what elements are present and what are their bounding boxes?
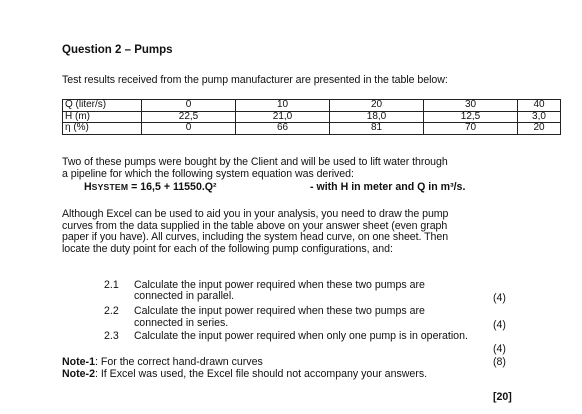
note-label: Note-1 [62, 356, 95, 368]
paragraph-line: paper if you have). All curves, including the system head curve, on one sheet. Then [62, 231, 449, 244]
table-cell: 20 [330, 100, 424, 112]
system-paragraph [62, 157, 448, 180]
sub-question-number: 2.3 [104, 330, 119, 342]
table-cell: 22,5 [142, 111, 236, 123]
table-cell: 20 [518, 123, 561, 135]
sub-question-number: 2.2 [104, 305, 119, 317]
sub-question-text: Calculate the input power required when these two pumps are [134, 305, 425, 317]
table-cell: 66 [236, 123, 330, 135]
note-text: : For the correct hand-drawn curves [94, 356, 263, 368]
note-label: Note-2 [62, 368, 95, 380]
note-1 [62, 357, 263, 368]
row-label: η (%) [63, 123, 142, 135]
table-cell: 0 [142, 123, 236, 135]
equation-h: H [84, 181, 92, 193]
system-equation [0, 181, 582, 195]
equation-units-note: - with H in meter and Q in m³/s. [310, 181, 466, 193]
table-cell: 12,5 [424, 111, 518, 123]
sub-question-text: Calculate the input power required when only one pump is in operation. [134, 330, 468, 342]
table-cell: 70 [424, 123, 518, 135]
table-cell: 0 [142, 100, 236, 112]
note-text: : If Excel was used, the Excel file should not accompany your answers. [94, 368, 428, 380]
table-row [63, 100, 561, 112]
pump-test-table [62, 99, 561, 135]
table-row [63, 123, 561, 135]
row-label: H (m) [63, 111, 142, 123]
instructions-paragraph [62, 209, 448, 256]
table-cell: 21,0 [236, 111, 330, 123]
marks-2-2: (4) [493, 319, 506, 331]
sub-question-number: 2.1 [104, 279, 119, 291]
table-cell: 30 [424, 100, 518, 112]
table-cell: 18,0 [330, 111, 424, 123]
table-cell: 3,0 [518, 111, 561, 123]
table-cell: 40 [518, 100, 561, 112]
paragraph-line: Two of these pumps were bought by the Client and will be used to lift water through [62, 156, 448, 168]
intro-text: Test results received from the pump manufacturer are presented in the table below: [62, 74, 448, 86]
table-row [63, 111, 561, 123]
paragraph-line: a pipeline for which the following system equation was derived: [62, 167, 354, 180]
equation-subscript: SYSTEM [91, 182, 129, 192]
marks-note-1: (8) [493, 356, 506, 368]
marks-2-1: (4) [493, 292, 506, 304]
paragraph-line: Although Excel can be used to aid you in your analysis, you need to draw the pump [62, 208, 449, 220]
equation-formula [84, 181, 217, 193]
question-title: Question 2 – Pumps [62, 44, 173, 56]
row-label: Q (liter/s) [63, 100, 142, 112]
note-2 [62, 369, 427, 380]
sub-question-text: connected in parallel. [134, 290, 235, 302]
paragraph-line: curves from the data supplied in the table above on your answer sheet (even graph [62, 219, 448, 232]
table-cell: 81 [330, 123, 424, 135]
sub-question-text: Calculate the input power required when these two pumps are [134, 279, 425, 291]
table-cell: 10 [236, 100, 330, 112]
equation-rhs: = 16,5 + 11550.Q² [128, 181, 217, 193]
paragraph-line: locate the duty point for each of the following pump configurations, and: [62, 243, 393, 256]
marks-2-3: (4) [493, 343, 506, 355]
sub-question-text: connected in series. [134, 317, 229, 329]
total-marks: [20] [493, 391, 512, 403]
